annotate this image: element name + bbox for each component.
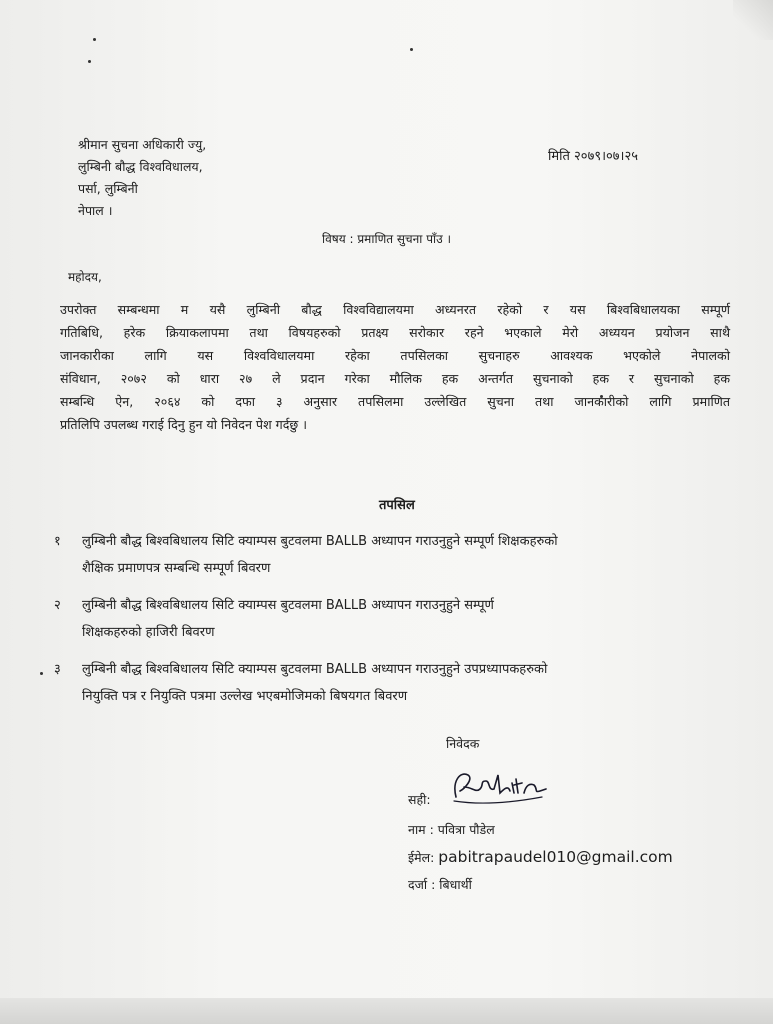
body-line: संविधान, २०७२ को धारा २७ ले प्रदान गरेका मौलिक हक अन्तर्गत सुचनाको हक र सुचनाको हक bbox=[60, 371, 730, 386]
email-value: pabitrapaudel010@gmail.com bbox=[438, 848, 673, 866]
item-line: शैक्षिक प्रमाणपत्र सम्बन्धि सम्पूर्ण बिवरण bbox=[82, 561, 271, 576]
signature-label: सही: bbox=[408, 792, 431, 807]
email-label: ईमेल: bbox=[408, 850, 435, 865]
page-corner-shadow bbox=[733, 0, 773, 40]
item-number: २ bbox=[54, 598, 61, 613]
item-line: लुम्बिनी बौद्ध बिश्वबिधालय सिटि क्याम्पस बुटवलमा BALLB अध्यापन गराउनुहुने सम्पूर्ण bbox=[82, 598, 494, 613]
applicant-name: नाम : पवित्रा पौडेल bbox=[408, 822, 495, 837]
schedule-heading: तपसिल bbox=[379, 498, 415, 513]
item-number: ३ bbox=[54, 662, 61, 677]
list-item bbox=[54, 592, 744, 646]
body-paragraph bbox=[60, 298, 730, 436]
list-item bbox=[54, 528, 744, 582]
body-line: सम्बन्धि ऐन, २०६४ को दफा ३ अनुसार तपसिलमा उल्लेखित सुचना तथा जानकारीको लागि प्रमाणित bbox=[60, 394, 730, 409]
body-line: प्रतिलिपि उपलब्ध गराई दिनु हुन यो निवेदन पेश गर्दछु । bbox=[60, 417, 308, 432]
letter-date: मिति २०७९।०७।२५ bbox=[548, 149, 638, 164]
body-line: जानकारीका लागि यस विश्वविधालयमा रहेका तपसिलका सुचनाहरु आवश्यक भएकोले नेपालको bbox=[60, 348, 730, 363]
handwritten-signature bbox=[450, 767, 550, 811]
scan-speck bbox=[40, 672, 43, 675]
page-bottom-shadow bbox=[0, 998, 773, 1024]
signature-icon bbox=[450, 767, 550, 807]
recipient-line: लुम्बिनी बौद्ध विश्वविधालय, bbox=[78, 159, 203, 174]
body-line: उपरोक्त सम्बन्धमा म यसै लुम्बिनी बौद्ध विश्वविद्यालयमा अध्यनरत रहेको र यस बिश्वबिधालयका सम्पूर्ण bbox=[60, 302, 730, 317]
email-row bbox=[408, 848, 673, 866]
recipient-line: पर्सा, लुम्बिनी bbox=[78, 181, 138, 196]
recipient-line: नेपाल । bbox=[78, 203, 113, 218]
applicant-rank: दर्जा : बिधार्थी bbox=[408, 877, 472, 892]
scan-speck bbox=[410, 48, 413, 51]
recipient-address bbox=[78, 134, 206, 222]
letter-subject: विषय : प्रमाणित सुचना पाँउ । bbox=[322, 232, 452, 246]
applicant-heading: निवेदक bbox=[446, 736, 480, 751]
list-item bbox=[54, 656, 744, 710]
recipient-line: श्रीमान सुचना अधिकारी ज्यु, bbox=[78, 137, 207, 152]
item-line: लुम्बिनी बौद्ध बिश्वबिधालय सिटि क्याम्पस बुटवलमा BALLB अध्यापन गराउनुहुने सम्पूर्ण शिक्षकहरुको bbox=[82, 534, 558, 549]
item-line: शिक्षकहरुको हाजिरी बिवरण bbox=[82, 625, 215, 640]
body-line: गतिबिधि, हरेक क्रियाकलापमा तथा विषयहरुको प्रतक्ष्य सरोकार रहने भएकाले मेरो अध्ययन प्रयोजन साथै bbox=[60, 325, 730, 340]
scan-speck bbox=[88, 60, 91, 63]
salutation: महोदय, bbox=[68, 270, 102, 284]
item-line: नियुक्ति पत्र र नियुक्ति पत्रमा उल्लेख भएबमोजिमको बिषयगत बिवरण bbox=[82, 689, 408, 704]
schedule-list bbox=[54, 528, 744, 720]
item-line: लुम्बिनी बौद्ध बिश्वबिधालय सिटि क्याम्पस बुटवलमा BALLB अध्यापन गराउनुहुने उपप्रध्यापकहरुको bbox=[82, 662, 548, 677]
item-number: १ bbox=[54, 534, 61, 549]
scan-speck bbox=[93, 38, 96, 41]
